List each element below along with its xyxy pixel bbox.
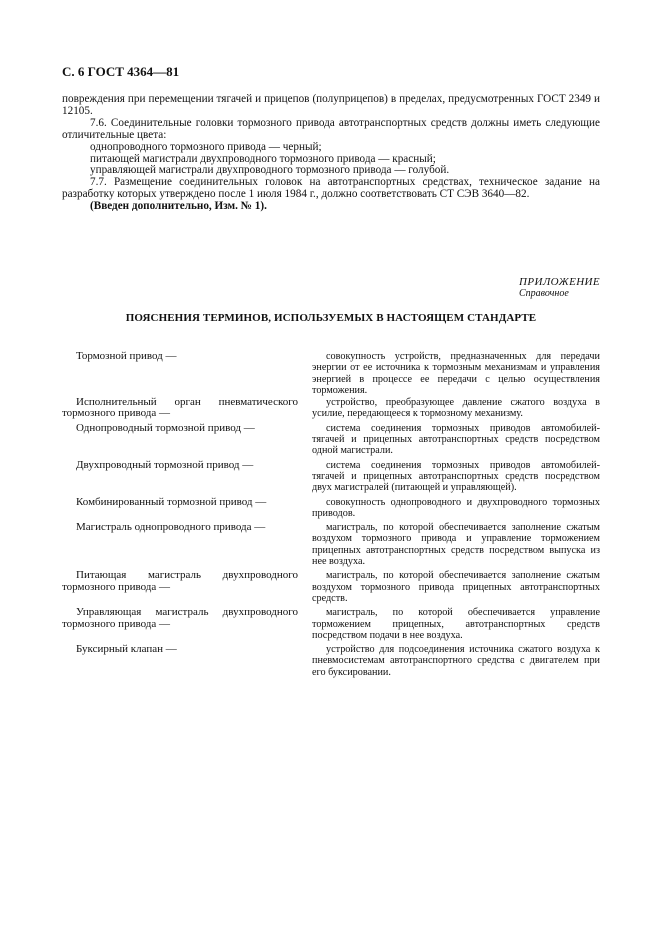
appendix-subtitle: Справочное: [519, 288, 569, 299]
term-row: [62, 497, 600, 520]
term-row: [62, 522, 600, 567]
paragraph: 7.6. Соединительные головки тормозного привода автотранспортных средств должны иметь следующие отличительные цвета:: [62, 116, 600, 141]
term-name: Однопроводный тормозной привод —: [76, 421, 255, 434]
term-definition: магистраль, по которой обеспечивается управление торможением прицепных, автотранспортных средств посредством подачи в нее воздуха.: [312, 607, 600, 641]
paragraph: повреждения при перемещении тягачей и прицепов (полуприцепов) в пределах, предусмотренных ГОСТ 2349 и 12105.: [62, 93, 600, 117]
term-definition: система соединения тормозных приводов автомобилей-тягачей и прицепных автотранспортных средств посредством двух магистралей (питающей и управляющей).: [312, 459, 600, 494]
term-name: Магистраль однопроводного привода —: [76, 521, 266, 534]
term-definition: магистраль, по которой обеспечивается заполнение сжатым воздухом тормозного привода прицепных автотранспортных средств.: [312, 570, 600, 604]
appendix-label: [519, 277, 600, 299]
term-definition: устройство для подсоединения источника сжатого воздуха к пневмосистемам автотранспортного средства с двигателем при его буксировании.: [312, 644, 600, 678]
term-row: [62, 607, 600, 641]
term-definition: система соединения тормозных приводов автомобилей-тягачей и прицепных автотранспортных средств посредством одной магистрали.: [312, 422, 600, 457]
term-row: [62, 460, 600, 494]
appendix-title: ПРИЛОЖЕНИЕ: [519, 276, 600, 288]
section-title: ПОЯСНЕНИЯ ТЕРМИНОВ, ИСПОЛЬЗУЕМЫХ В НАСТОЯЩЕМ СТАНДАРТЕ: [125, 312, 537, 324]
term-row: [62, 644, 600, 678]
term-name: Управляющая магистраль двухпроводного тормозного привода —: [62, 606, 298, 630]
terms-list: [62, 351, 600, 678]
paragraph: управляющей магистрали двухпроводного тормозного привода — голубой.: [90, 164, 450, 177]
term-definition: устройство, преобразующее давление сжатого воздуха в усилие, передающееся к тормозному механизму.: [312, 397, 600, 420]
term-row: [62, 570, 600, 604]
amendment-note: (Введен дополнительно, Изм. № 1).: [90, 200, 267, 213]
term-name: Двухпроводный тормозной привод —: [76, 458, 254, 471]
term-row: [62, 423, 600, 457]
paragraph: питающей магистрали двухпроводного тормозного привода — красный;: [90, 152, 436, 165]
term-name: Питающая магистраль двухпроводного тормозного привода —: [62, 569, 298, 593]
paragraph: однопроводного тормозного привода — черный;: [90, 140, 322, 153]
term-definition: магистраль, по которой обеспечивается заполнение сжатым воздухом тормозного привода и управление торможением прицепных автотранспортных средств посредством выпуска из нее воздуха.: [312, 522, 600, 568]
term-row: [62, 397, 600, 420]
page-header: С. 6 ГОСТ 4364—81: [62, 64, 180, 79]
term-definition: совокупность однопроводного и двухпроводного тормозных приводов.: [312, 496, 600, 519]
paragraph: 7.7. Размещение соединительных головок на автотранспортных средствах, техническое задание на разработку которых утверждено после 1 июля 1984 г., должно соответствовать СТ СЭВ 3640—82.: [62, 176, 600, 201]
term-name: Тормозной привод —: [76, 350, 177, 362]
term-row: [62, 351, 600, 396]
body-text: [62, 94, 600, 213]
term-name: Исполнительный орган пневматического тормозного привода —: [62, 396, 298, 420]
term-name: Комбинированный тормозной привод —: [76, 495, 267, 508]
term-definition: совокупность устройств, предназначенных для передачи энергии от ее источника к тормозным механизмам и управления энергией в процессе ее передачи с целью осуществления торможения.: [312, 351, 600, 396]
term-name: Буксирный клапан —: [76, 643, 177, 656]
